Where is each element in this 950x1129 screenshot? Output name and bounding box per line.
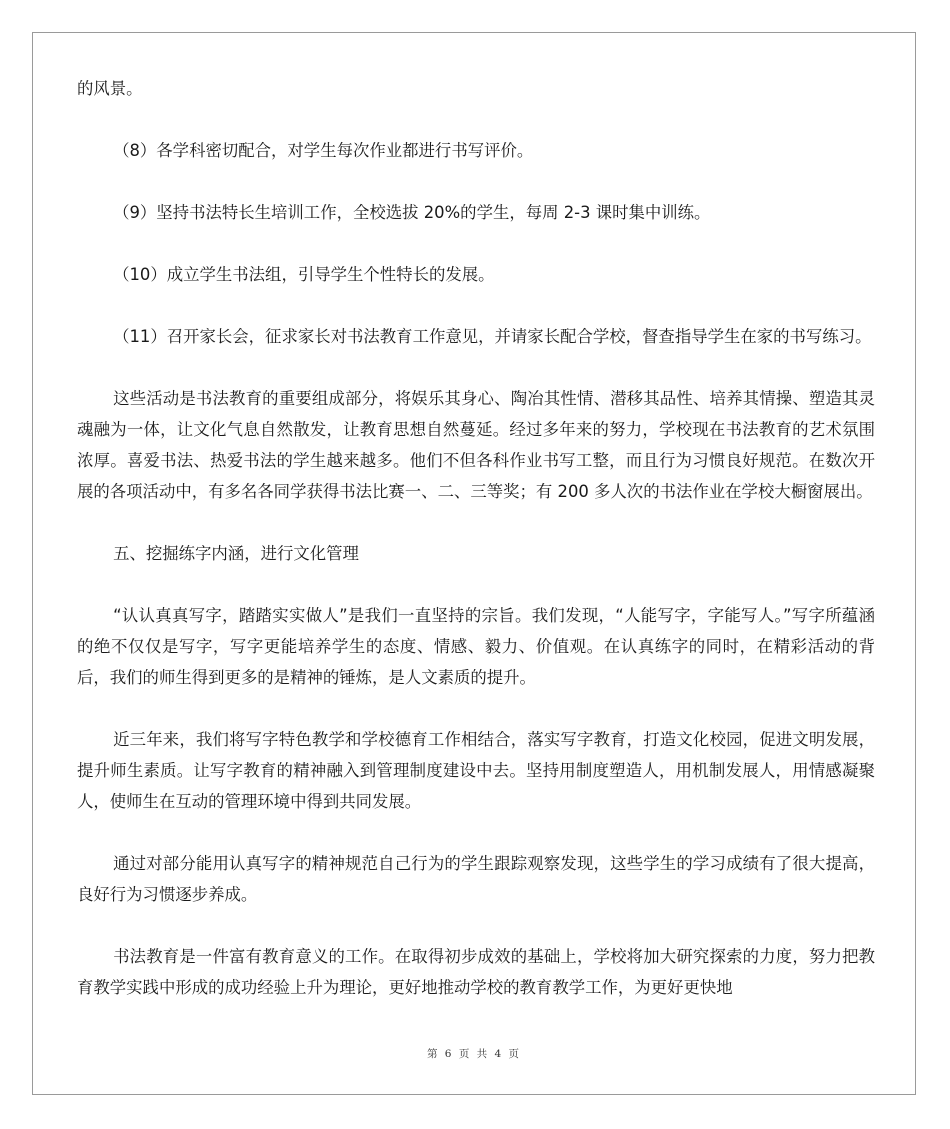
footer-current-page: 6 — [444, 1048, 454, 1060]
paragraph-motto: “认认真真写字，踏踏实实做人”是我们一直坚持的宗旨。我们发现，“人能写字，字能写人。”写字所蕴涵的绝不仅仅是写字，写字更能培养学生的态度、情感、毅力、价值观。在认真练字的同时，在精彩活动的背后，我们的师生得到更多的是精神的锤炼，是人文素质的提升。 — [77, 606, 875, 687]
document-body — [77, 73, 875, 1003]
section-heading-five: 五、挖掘练字内涵，进行文化管理 — [113, 544, 359, 563]
paragraph-item-8: （8）各学科密切配合，对学生每次作业都进行书写评价。 — [113, 141, 534, 160]
paragraph-item-10: （10）成立学生书法组，引导学生个性特长的发展。 — [113, 265, 495, 284]
paragraph-conclusion: 书法教育是一件富有教育意义的工作。在取得初步成效的基础上，学校将加大研究探索的力度，努力把教育教学实践中形成的成功经验上升为理论，更好地推动学校的教育教学工作，为更好更快地 — [77, 947, 875, 997]
paragraph-continuation: 的风景。 — [77, 79, 143, 98]
paragraph-activities-summary: 这些活动是书法教育的重要组成部分，将娱乐其身心、陶冶其性情、潜移其品性、培养其情操、塑造其灵魂融为一体，让文化气息自然散发，让教育思想自然蔓延。经过多年来的努力，学校现在书法教育的艺术氛围浓厚。喜爱书法、热爱书法的学生越来越多。他们不但各科作业书写工整，而且行为习惯良好规范。在数次开展的各项活动中，有多名各同学获得书法比赛一、二、三等奖；有 200 多人次的书法作业在学校大橱窗展出。 — [77, 389, 875, 501]
page-frame — [32, 32, 916, 1095]
page-footer — [33, 1046, 915, 1061]
footer-middle: 页 共 — [458, 1048, 490, 1060]
paragraph-observation: 通过对部分能用认真写字的精神规范自己行为的学生跟踪观察发现，这些学生的学习成绩有了很大提高，良好行为习惯逐步养成。 — [77, 854, 875, 904]
footer-suffix: 页 — [508, 1048, 522, 1060]
paragraph-three-years: 近三年来，我们将写字特色教学和学校德育工作相结合，落实写字教育，打造文化校园，促进文明发展，提升师生素质。让写字教育的精神融入到管理制度建设中去。坚持用制度塑造人，用机制发展人，用情感凝聚人，使师生在互动的管理环境中得到共同发展。 — [77, 730, 875, 811]
footer-prefix: 第 — [426, 1048, 440, 1060]
footer-total-pages: 4 — [494, 1048, 504, 1060]
paragraph-item-11: （11）召开家长会，征求家长对书法教育工作意见，并请家长配合学校，督查指导学生在家的书写练习。 — [113, 327, 872, 346]
paragraph-item-9: （9）坚持书法特长生培训工作，全校选拔 20%的学生，每周 2-3 课时集中训练。 — [113, 203, 711, 222]
